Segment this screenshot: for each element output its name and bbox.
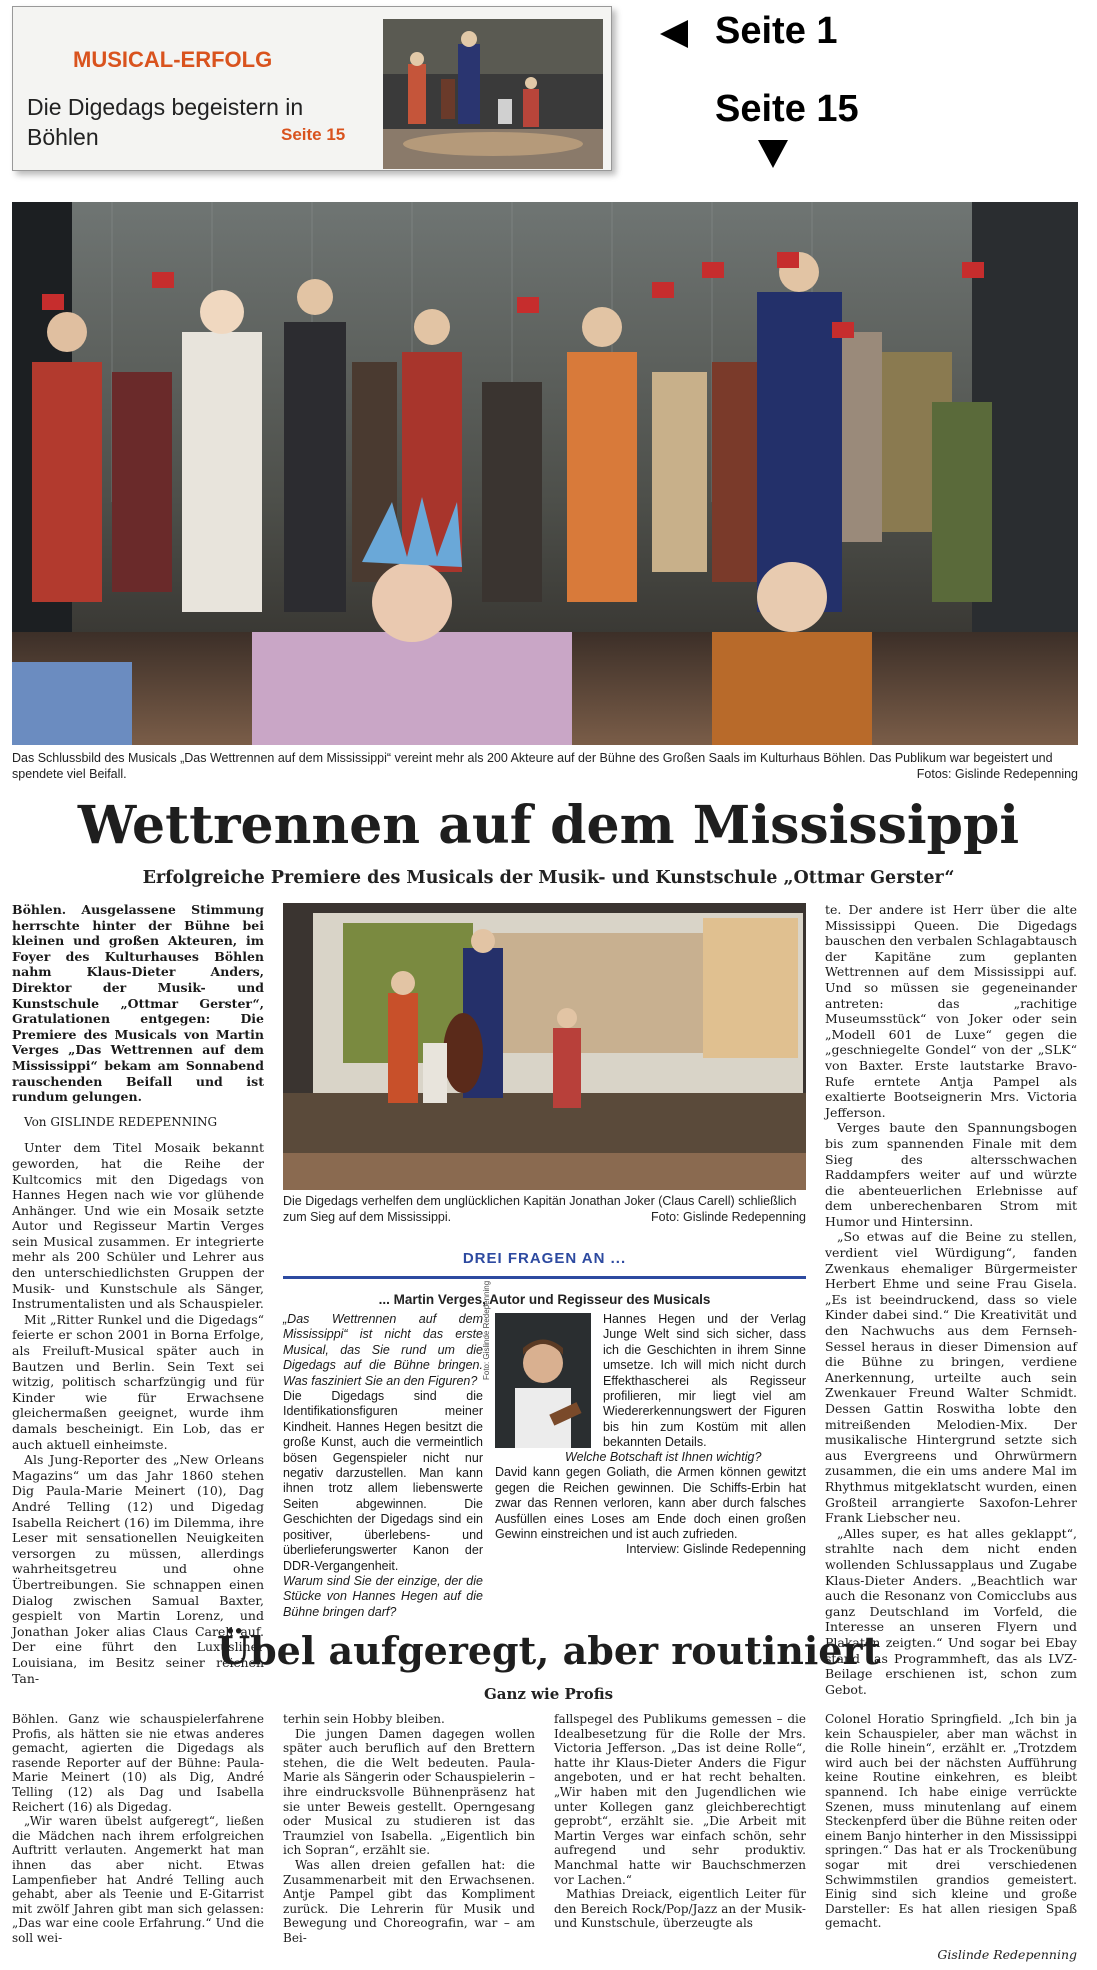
article1-paragraph: Unter dem Titel Mosaik bekannt geworden, hat die Reihe der Kultcomics mit den Digedags von Hannes Hegen nach wie vor glühende Anhänger. Und wie ein Mosaik setzte Autor und Regisseur Martin Verges sein Musical zusammen. Er integrierte mehr als 200 Schüler und Lehrer aus den unterschiedlichsten Gruppen der Musik- und Kunstschule als Sänger, Instrumentalisten und als Schauspieler. xyxy=(12,1140,264,1312)
article1-paragraph: Verges baute den Spannungsbogen bis zum spannenden Finale mit dem Sieg des altersschwachen Raddampfers weiter auf und würzte die abenteuerlichen Erlebnisse auf dem unberechenbaren Strom mit Humor und Hintersinn. xyxy=(825,1120,1077,1229)
article1-paragraph: „So etwas auf die Beine zu stellen, verdient viel Würdigung“, fanden Zwenkaus ehemaliger Bürgermeister Herbert Ehme und seine Frau Gisela. „Es ist beeindruckend, dass so viele Kinder dabei sind.“ Die Kreativität und den Nachwuchs aus dem Fernseh-Sessel heraus in dieser Dimension auf die Bühne zu bringen, verdiene Anerkennung, urteilte auch sein Zwenkauer Freund Walter Schmidt. Dessen Gattin Roswitha lobte den mitreißenden Melodien-Mix. Der musikalische Hintergrund setzte sich aus Evergreens und Ohrwürmern zusammen, die ein ums andere Mal im Rhythmus mitgeklatscht wurden, einen Großteil arrangierte Saxofon-Lehrer Frank Liebscher neu. xyxy=(825,1229,1077,1526)
article1-paragraph: „Alles super, es hat alles geklappt“, strahlte nach dem nicht enden wollenden Schlussapplaus und Zugabe Klaus-Dieter Anders. „Beachtlich war auch die Resonanz von Comicclubs aus ganz Deutschland im Vorfeld, die Interesse an unseren Flyern und Plakaten zeigten.“ Und sogar bei Ebay stand das Programmheft, das als LVZ-Beilage erschienen ist, schon zum Gebot. xyxy=(825,1525,1077,1697)
interview-question: Warum sind Sie der einzige, der die Stücke von Hannes Hegen auf die Bühne bringen darf? xyxy=(283,1573,483,1619)
article2-column-1 xyxy=(12,1712,264,1946)
article2-paragraph: Mathias Dreiack, eigentlich Leiter für den Bereich Rock/Pop/Jazz an der Musik- und Kunstschule, überzeugte als xyxy=(554,1887,806,1931)
article1-paragraph: te. Der andere ist Herr über die alte Mississippi Queen. Die Digedags bauschen den verbalen Schlagabtausch der Kapitäne zum geplanten Wettrennen auf dem Mississippi auf. Und so müssen sie gegeneinander antreten: das „rachitige Museumsstück“ von Joker oder sein „Modell 601 de Luxe“ gegen die „geschniegelte Gondel“ von der „SLK“ von Baxter. Erste lautstarke Bravo-Rufe erntete Antja Pampel als exaltierte Bootseignerin Mrs. Victoria Jefferson. xyxy=(825,902,1077,1120)
interview-question: Welche Botschaft ist Ihnen wichtig? xyxy=(565,1450,762,1464)
arrow-down-icon xyxy=(758,140,788,168)
interview-answer: David kann gegen Goliath, die Armen können gewitzt gegen die Reichen gewinnen. Die Schiffs-Erbin hat zwar das Rennen verloren, kann aber durch falsches Ausfüllen eines Loses am Ende doch einen großen Gewinn einstreichen und ist auch zufrieden. xyxy=(495,1465,806,1542)
stage-photo xyxy=(283,903,806,1190)
article2-paragraph: fallspegel des Publikums gemessen – die Idealbesetzung für die Rolle der Mrs. Victoria Jefferson. „Das ist deine Rolle“, hatte ihr Klaus-Dieter Anders die Figur angeboten, und er hat recht behalten. „Wir haben mit den Jugendlichen wie unter Kollegen ganz gleichberechtigt geprobt“, erzählt sie. „Die Arbeit mit Martin Verges war einfach schön, sehr aufregend und sehr produktiv. Manchmal hatte wir Bauchschmerzen vor Lachen.“ xyxy=(554,1712,806,1887)
article1-column-4 xyxy=(825,902,1077,1697)
article2-paragraph: Böhlen. Ganz wie schauspielerfahrene Profis, als hätten sie nie etwas anderes gemacht, agierten die Digedags als rasende Reporter auf der Bühne: Paula-Marie Meinert (10) als Dig, André Telling (12) als Dag und Isabella Reichert (16) als Digedag. xyxy=(12,1712,264,1814)
drei-fragen-subheader: ... Martin Verges, Autor und Regisseur des Musicals xyxy=(378,1292,711,1307)
article2-paragraph: Was allen dreien gefallen hat: die Zusammenarbeit mit den Erwachsenen. Antje Pampel gibt das Kompliment zurück. Die Lehrerin für Musik und Bewegung und Choreografin, war – am Bei- xyxy=(283,1857,535,1945)
main-photo-credit: Fotos: Gislinde Redepenning xyxy=(916,767,1078,781)
article1-paragraph: Als Jung-Reporter des „New Orleans Magazins“ um das Jahr 1860 stehen Dig Paula-Marie Meinert (10), Dag André Telling (12) und Digedag Isabella Reichert (16) im Dilemma, ihre Leser mit sensationellen Neuigkeiten versorgen zu müssen, allerdings wahrheitsgetreu und ohne Übertreibungen. Sie schnappen einen Dialog zwischen Samual Baxter, gespielt von Martin Lorenz, und Jonathan Joker alias Claus Carell auf. Der eine führt den Luxusliner Louisiana, im Besitz seiner reichen Tan- xyxy=(12,1452,264,1686)
teaser-kicker: MUSICAL-ERFOLG xyxy=(73,47,273,72)
interview-answer: Die Digedags sind die Identifikationsfiguren meiner Kindheit. Hannes Hegen besitzt die große Kunst, auch die vermeintlich bösen Gegenspieler nicht nur negativ darzustellen. Man kann ihnen trotz allem liebenswerte Seiten abgewinnen. Die Geschichten der Digedags sind ein positiver, überlebens- und überlieferungswerter Kanon der DDR-Vergangenheit. xyxy=(283,1389,483,1573)
interview-column-2a xyxy=(603,1312,806,1451)
drei-fragen-rule xyxy=(283,1276,806,1279)
portrait-photo-credit: Foto: Gislinde Redepenning xyxy=(482,1280,491,1380)
portrait-photo xyxy=(495,1313,591,1448)
article2-column-2 xyxy=(283,1712,535,1946)
article1-lead: Böhlen. Ausgelassene Stimmung herrschte hinter der Bühne bei kleinen und großen Akteuren, im Foyer des Kulturhauses Böhlen nahm Klaus-Dieter Anders, Direktor der Musik- und Kunstschule „Ottmar Gerster“, Gratulationen entgegen: Die Premiere des Musicals von Martin Verges „Das Wettrennen auf dem Mississippi“ bekam am Sonnabend rauschenden Beifall und ist rundum gelungen. xyxy=(12,902,264,1105)
interview-column-2b xyxy=(495,1450,806,1558)
article2-paragraph: Die jungen Damen dagegen wollen später auch beruflich auf den Brettern stehen, die die Welt bedeuten. Paula-Marie als Sängerin oder Schauspielerin – ihre eindrucksvolle Bühnenpräsenz hat sie unter Beweis gestellt. Operngesang oder Musical zu studieren ist das Traumziel von Isabella. „Eigentlich bin ich Sopran“, erzählt sie. xyxy=(283,1726,535,1858)
teaser-box[interactable] xyxy=(12,6,612,171)
teaser-photo xyxy=(383,19,603,169)
page-ref-15[interactable]: Seite 15 xyxy=(715,88,859,130)
stage-photo-caption: Die Digedags verhelfen dem unglücklichen Kapitän Jonathan Joker (Claus Carell) schließlich zum Sieg auf dem Mississippi. xyxy=(283,1194,797,1224)
article1-subheadline: Erfolgreiche Premiere des Musicals der Musik- und Kunstschule „Ottmar Gerster“ xyxy=(142,868,955,888)
article2-column-4 xyxy=(825,1712,1077,1931)
article1-column-1 xyxy=(12,902,264,1686)
interview-credit: Interview: Gislinde Redepenning xyxy=(626,1542,806,1557)
article2-paragraph: Colonel Horatio Springfield. „Ich bin ja kein Schauspieler, aber man wächst in die Rolle hinein“, erzählt er. „Trotzdem wird auch bei der nächsten Aufführung keine Routine einkehren, es bleibt spannend. Ich habe einige verrückte Szenen, muss minutenlang auf einem Steckenpferd über die Bühne reiten oder einem Banjo hinterher in den Mississippi springen.“ Das hat er als Trockenübung sogar mit drei verschiedenen Schwimmstilen grandios gemeistert. Einig sind sich kleine und große Darsteller: Es hat allen riesigen Spaß gemacht. xyxy=(825,1712,1077,1931)
article1-paragraph: Mit „Ritter Runkel und die Digedags“ feierte er schon 2001 in Borna Erfolge, als Freiluft-Musical später auch in Bautzen und Berlin. Sein Text sei witzig, politisch scharfzüngig und für Kinder wie für Erwachsene gleichermaßen geeignet, wurde ihm damals bescheinigt. Ein Lob, das er auch aktuell einheimste. xyxy=(12,1311,264,1452)
article2-headline: Übel aufgeregt, aber routiniert xyxy=(216,1628,881,1673)
main-photo-caption: Das Schlussbild des Musicals „Das Wettrennen auf dem Mississippi“ vereint mehr als 200 Akteure auf der Bühne des Großen Saals im Kulturhaus Böhlen. Das Publikum war begeistert und spendete viel Beifall. xyxy=(12,751,1053,781)
stage-photo-credit: Foto: Gislinde Redepenning xyxy=(651,1210,806,1224)
page-ref-1[interactable]: Seite 1 xyxy=(715,10,838,52)
article2-signature: Gislinde Redepenning xyxy=(937,1947,1077,1962)
interview-question: „Das Wettrennen auf dem Mississippi“ ist nicht das erste Musical, das Sie rund um die Digedags auf die Bühne bringen. Was fasziniert Sie an den Figuren? xyxy=(283,1312,483,1388)
interview-column-1 xyxy=(283,1312,483,1620)
drei-fragen-header: DREI FRAGEN AN ... xyxy=(462,1250,627,1267)
article1-headline: Wettrennen auf dem Mississippi xyxy=(77,795,1020,856)
article2-paragraph: „Wir waren übelst aufgeregt“, ließen die Mädchen nach ihrem erfolgreichen Auftritt verlauten. Angemerkt hat man ihnen das aber nicht. Etwas Lampenfieber hat André Telling auch gehabt, aber als Teenie und E-Gitarrist mit zwölf Jahren gibt man sich gelassen: „Das war eine coole Erfahrung.“ Und die soll wei- xyxy=(12,1814,264,1945)
article1-byline: Von GISLINDE REDEPENNING xyxy=(24,1114,218,1129)
article2-subheadline: Ganz wie Profis xyxy=(483,1685,614,1703)
arrow-left-icon xyxy=(660,20,688,48)
interview-answer: Hannes Hegen und der Verlag Junge Welt sind sich sicher, dass ich die Geschichten in ihrem Sinne umsetze. Ich will mich nicht durch Effekthascherei als Regisseur profilieren, mir liegt viel am Wiedererkennungswert der Figuren bis hin zum Kostüm mit allen bekannten Details. xyxy=(603,1312,806,1450)
teaser-page-label: Seite 15 xyxy=(281,125,346,144)
teaser-title: Die Digedags begeistern in Böhlen xyxy=(27,94,304,150)
main-photo xyxy=(12,202,1078,745)
article2-paragraph: terhin sein Hobby bleiben. xyxy=(283,1712,445,1726)
article2-column-3 xyxy=(554,1712,806,1931)
